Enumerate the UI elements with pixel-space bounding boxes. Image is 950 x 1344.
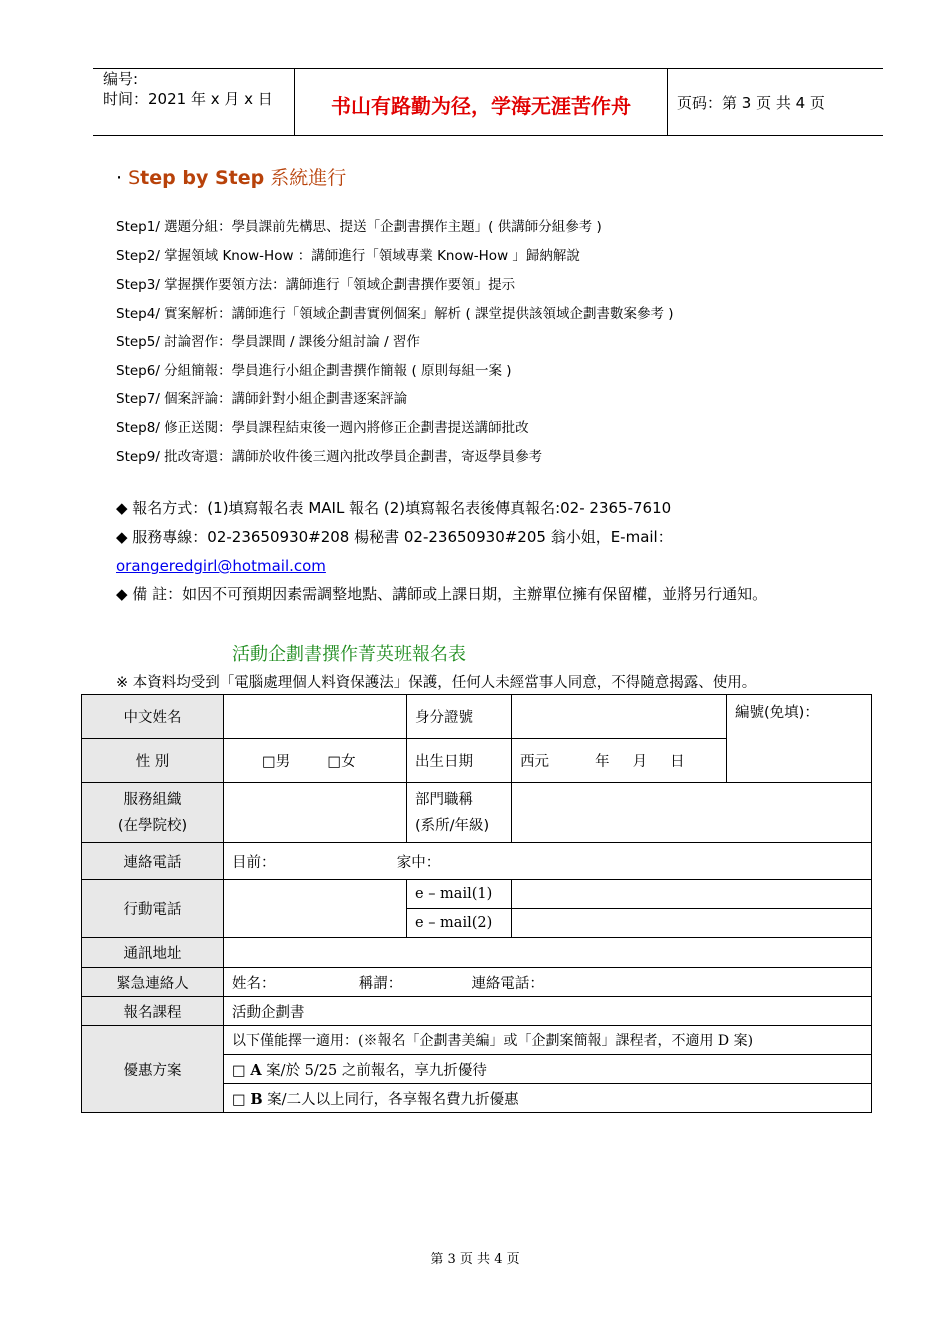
registration-table [81, 694, 872, 1113]
course-value: 活動企劃書 [224, 997, 872, 1026]
step-9: Step9/ 批改寄還：講師於收件後三週內批改學員企劃書，寄返學員參考 [116, 449, 543, 465]
dept-field[interactable] [512, 783, 872, 843]
email2-label: e – mail(2) [407, 909, 512, 938]
mobile-label: 行動電話 [82, 880, 224, 938]
header-top-border [93, 68, 883, 69]
table-row [82, 783, 872, 843]
page-footer: 第 3 页 共 4 页 [430, 1252, 520, 1267]
org-label-1: 服務組織 [123, 791, 182, 808]
emergency-phone-label: 連絡電話： [471, 975, 544, 992]
name-label: 中文姓名 [82, 695, 224, 739]
serial-cell [727, 695, 872, 783]
steps-section-title [116, 163, 346, 190]
name-field[interactable] [224, 695, 407, 739]
birth-field[interactable]: 西元 年 月 日 [512, 739, 727, 783]
email2-field[interactable] [512, 909, 872, 938]
dept-label-1: 部門職稱 [415, 791, 473, 808]
step-5: Step5/ 討論習作：學員課間 / 課後分組討論 / 習作 [116, 334, 420, 350]
step-6: Step6/ 分組簡報：學員進行小組企劃書撰作簡報 ( 原則每組一案 ) [116, 363, 512, 379]
step-3: Step3/ 掌握撰作要領方法：講師進行「領域企劃書撰作要領」提示 [116, 277, 516, 293]
header-bottom-border [93, 135, 883, 136]
remark-line: ◆ 備 註：如因不可預期因素需調整地點、講師或上課日期，主辦單位擁有保留權，並將另行通知。 [116, 585, 768, 603]
discount-intro: 以下僅能擇一適用：(※報名「企劃書美編」或「企劃案簡報」課程者，不適用 D 案) [224, 1026, 872, 1055]
emergency-field[interactable] [224, 968, 872, 997]
title-en-rest: tep by Step [140, 167, 265, 189]
privacy-notice: ※ 本資料均受到「電腦處理個人料資保護法」保護，任何人未經當事人同意，不得隨意揭露、使用。 [116, 675, 757, 691]
org-label [82, 783, 224, 843]
phone-label: 連絡電話 [82, 843, 224, 880]
email-link[interactable]: orangeredgirl@hotmail.com [116, 557, 326, 575]
gender-female-checkbox[interactable]: □女 [327, 754, 356, 770]
emergency-title-label: 稱謂： [358, 975, 403, 992]
email1-label: e – mail(1) [407, 880, 512, 909]
email1-field[interactable] [512, 880, 872, 909]
header-page-label: 页码：第 3 页 共 4 页 [677, 94, 825, 112]
gender-label: 性 別 [82, 739, 224, 783]
table-row [82, 843, 872, 880]
header-motto: 书山有路勤为径，学海无涯苦作舟 [331, 94, 631, 118]
email-line [116, 556, 326, 576]
discount-b-text: 案/二人以上同行，各享報名費九折優惠 [262, 1091, 519, 1108]
org-field[interactable] [224, 783, 407, 843]
table-row [82, 968, 872, 997]
emergency-label: 緊急連絡人 [82, 968, 224, 997]
discount-a-code: A [250, 1061, 262, 1079]
discount-label: 優惠方案 [82, 1026, 224, 1113]
address-label: 通訊地址 [82, 938, 224, 968]
table-row [82, 1026, 872, 1055]
course-label: 報名課程 [82, 997, 224, 1026]
serial-label: 編號(免填)： [735, 705, 819, 721]
address-field[interactable] [224, 938, 872, 968]
discount-option-b[interactable] [224, 1084, 872, 1113]
header-time-label: 时间：2021 年 x 月 x 日 [103, 90, 273, 108]
form-title: 活動企劃書撰作菁英班報名表 [232, 644, 466, 665]
id-label: 身分證號 [407, 695, 512, 739]
table-row [82, 997, 872, 1026]
header-divider-left [294, 68, 295, 136]
dept-label-2: (系所/年級) [415, 817, 490, 834]
id-field[interactable] [512, 695, 727, 739]
emergency-name-label: 姓名： [232, 975, 276, 992]
birth-label: 出生日期 [407, 739, 512, 783]
discount-b-code: B [250, 1090, 263, 1108]
mobile-field[interactable] [224, 880, 407, 938]
dept-label [407, 783, 512, 843]
step-7: Step7/ 個案評論：講師針對小組企劃書逐案評論 [116, 391, 408, 407]
header-divider-right [667, 68, 668, 136]
gender-field [224, 739, 407, 783]
gender-male-checkbox[interactable]: □男 [262, 754, 291, 770]
title-bullet: · [116, 167, 123, 189]
header-code-label: 编号: [103, 70, 139, 88]
discount-a-text: 案/於 5/25 之前報名，享九折優待 [261, 1062, 487, 1079]
phone-home-label: 家中： [396, 854, 441, 871]
phone-now-label: 目前： [232, 854, 276, 871]
phone-field[interactable] [224, 843, 872, 880]
step-2: Step2/ 掌握領域 Know-How ：講師進行「領域專業 Know-How 」歸納解說 [116, 248, 580, 264]
step-1: Step1/ 選題分組：學員課前先構思、提送「企劃書撰作主題」( 供講師分組參考 ) [116, 219, 602, 235]
discount-option-a[interactable] [224, 1055, 872, 1084]
signup-method: ◆ 報名方式：(1)填寫報名表 MAIL 報名 (2)填寫報名表後傳真報名:02- 2365-7610 [116, 499, 672, 517]
org-label-2: (在學院校) [117, 817, 188, 834]
step-8: Step8/ 修正送閱：學員課程結束後一週內將修正企劃書提送講師批改 [116, 420, 529, 436]
step-4: Step4/ 實案解析：講師進行「領域企劃書實例個案」解析 ( 課堂提供該領域企劃書數案參考 ) [116, 306, 674, 322]
table-row [82, 695, 872, 739]
table-row [82, 880, 872, 909]
table-row [82, 938, 872, 968]
title-zh: 系統進行 [270, 167, 347, 189]
title-en-first: S [128, 167, 141, 189]
discount-a-checkbox[interactable]: □ [232, 1062, 251, 1079]
service-line: ◆ 服務專線：02-23650930#208 楊秘書 02-23650930#205 翁小姐，E-mail： [116, 528, 673, 546]
discount-b-checkbox[interactable]: □ [232, 1091, 251, 1108]
